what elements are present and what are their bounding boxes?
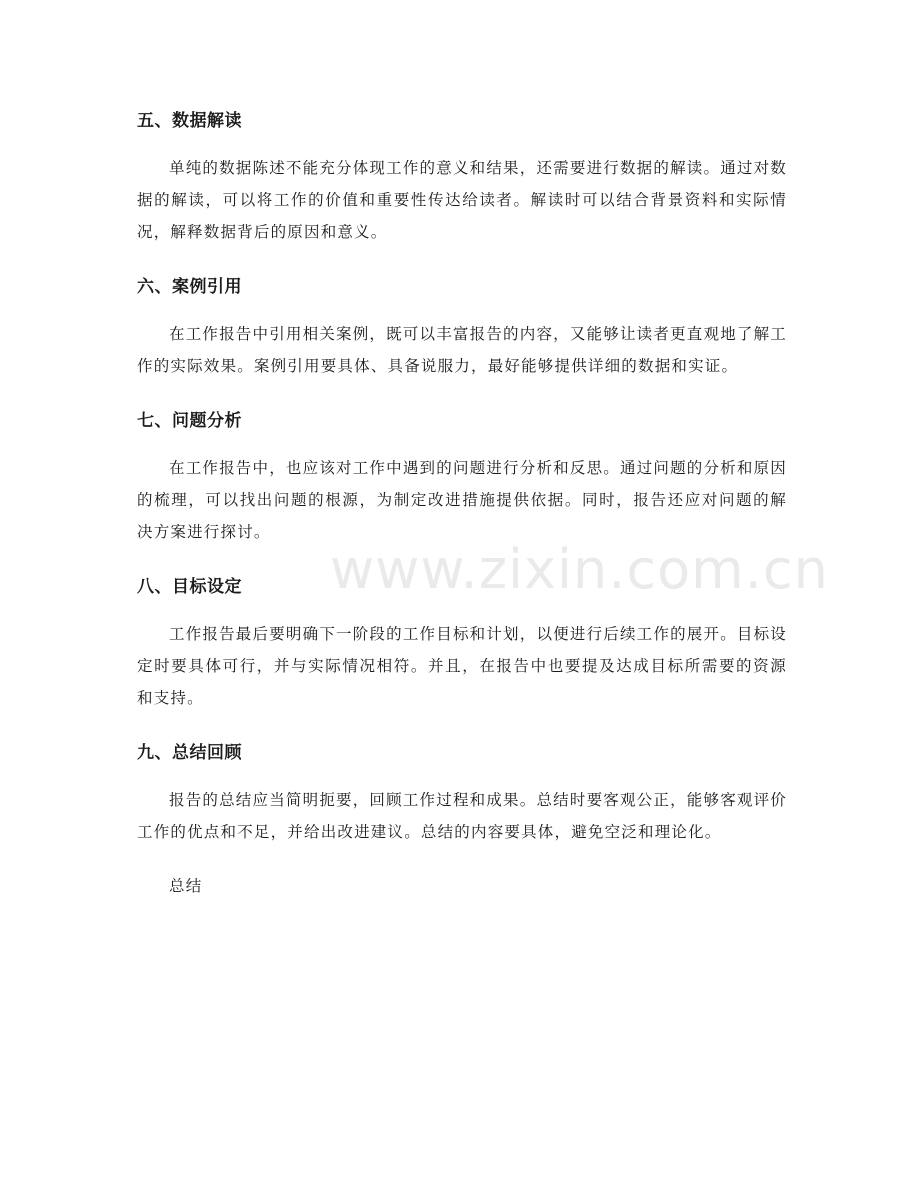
section-paragraph: 在工作报告中引用相关案例，既可以丰富报告的内容，又能够让读者更直观地了解工作的实际效果。案例引用要具体、具备说服力，最好能够提供详细的数据和实证。 [137, 325, 787, 375]
section-paragraph: 工作报告最后要明确下一阶段的工作目标和计划，以便进行后续工作的展开。目标设定时要具体可行，并与实际情况相符。并且，在报告中也要提及达成目标所需要的资源和支持。 [137, 625, 787, 707]
closing-label: 总结 [169, 877, 203, 895]
section-problem-analysis [137, 404, 787, 548]
section-goal-setting [137, 570, 787, 714]
document-content [137, 104, 787, 902]
section-paragraph: 在工作报告中，也应该对工作中遇到的问题进行分析和反思。通过问题的分析和原因的梳理，可以找出问题的根源，为制定改进措施提供依据。同时，报告还应对问题的解决方案进行探讨。 [137, 459, 787, 541]
section-paragraph: 报告的总结应当简明扼要，回顾工作过程和成果。总结时要客观公正，能够客观评价工作的优点和不足，并给出改进建议。总结的内容要具体，避免空泛和理论化。 [137, 791, 787, 841]
section-data-interpretation [137, 104, 787, 248]
section-case-citation [137, 270, 787, 382]
section-heading: 八、目标设定 [137, 577, 242, 597]
section-heading: 九、总结回顾 [137, 743, 242, 763]
section-paragraph: 单纯的数据陈述不能充分体现工作的意义和结果，还需要进行数据的解读。通过对数据的解读，可以将工作的价值和重要性传达给读者。解读时可以结合背景资料和实际情况，解释数据背后的原因和意义。 [137, 159, 787, 241]
section-heading: 五、数据解读 [137, 111, 242, 131]
section-heading: 七、问题分析 [137, 411, 242, 431]
section-summary-review [137, 736, 787, 848]
watermark: www.zixin.com.cn [330, 538, 829, 601]
section-heading: 六、案例引用 [137, 277, 242, 297]
